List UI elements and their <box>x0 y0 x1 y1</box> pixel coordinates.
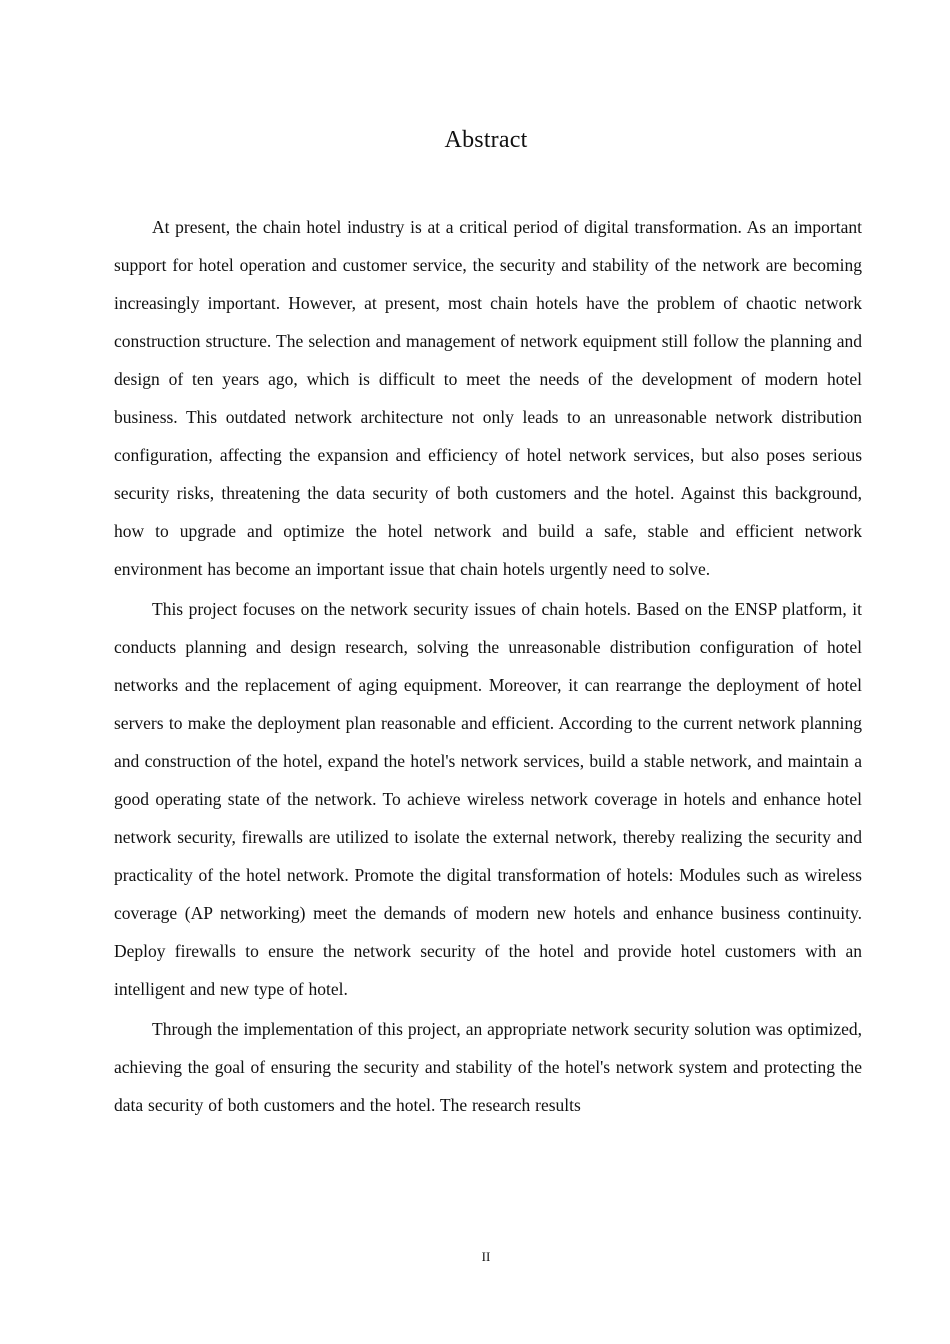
abstract-title: Abstract <box>444 127 528 153</box>
abstract-paragraph-1: At present, the chain hotel industry is at a critical period of digital transformation. As an important support for hotel operation and customer service, the security and stability of the network are becoming increasingly important. However, at present, most chain hotels have the problem of chaotic network construction structure. The selection and management of network equipment still follow the planning and design of ten years ago, which is difficult to meet the needs of the development of modern hotel business. This outdated network architecture not only leads to an unreasonable network distribution configuration, affecting the expansion and efficiency of hotel network services, but also poses serious security risks, threatening the data security of both customers and the hotel. Against this background, how to upgrade and optimize the hotel network and build a safe, stable and efficient network environment has become an important issue that chain hotels urgently need to solve. <box>114 217 862 579</box>
page-number: II <box>481 1249 491 1264</box>
abstract-body <box>114 208 862 1124</box>
abstract-paragraph-3: Through the implementation of this project, an appropriate network security solution was optimized, achieving the goal of ensuring the security and stability of the hotel's network system and protecting the data security of both customers and the hotel. The research results <box>114 1019 862 1115</box>
abstract-paragraph-2: This project focuses on the network security issues of chain hotels. Based on the ENSP platform, it conducts planning and design research, solving the unreasonable distribution configuration of hotel networks and the replacement of aging equipment. Moreover, it can rearrange the deployment of hotel servers to make the deployment plan reasonable and efficient. According to the current network planning and construction of the hotel, expand the hotel's network services, build a stable network, and maintain a good operating state of the network. To achieve wireless network coverage in hotels and enhance hotel network security, firewalls are utilized to isolate the external network, thereby realizing the security and practicality of the hotel network. Promote the digital transformation of hotels: Modules such as wireless coverage (AP networking) meet the demands of modern new hotels and enhance business continuity. Deploy firewalls to ensure the network security of the hotel and provide hotel customers with an intelligent and new type of hotel. <box>114 599 862 999</box>
